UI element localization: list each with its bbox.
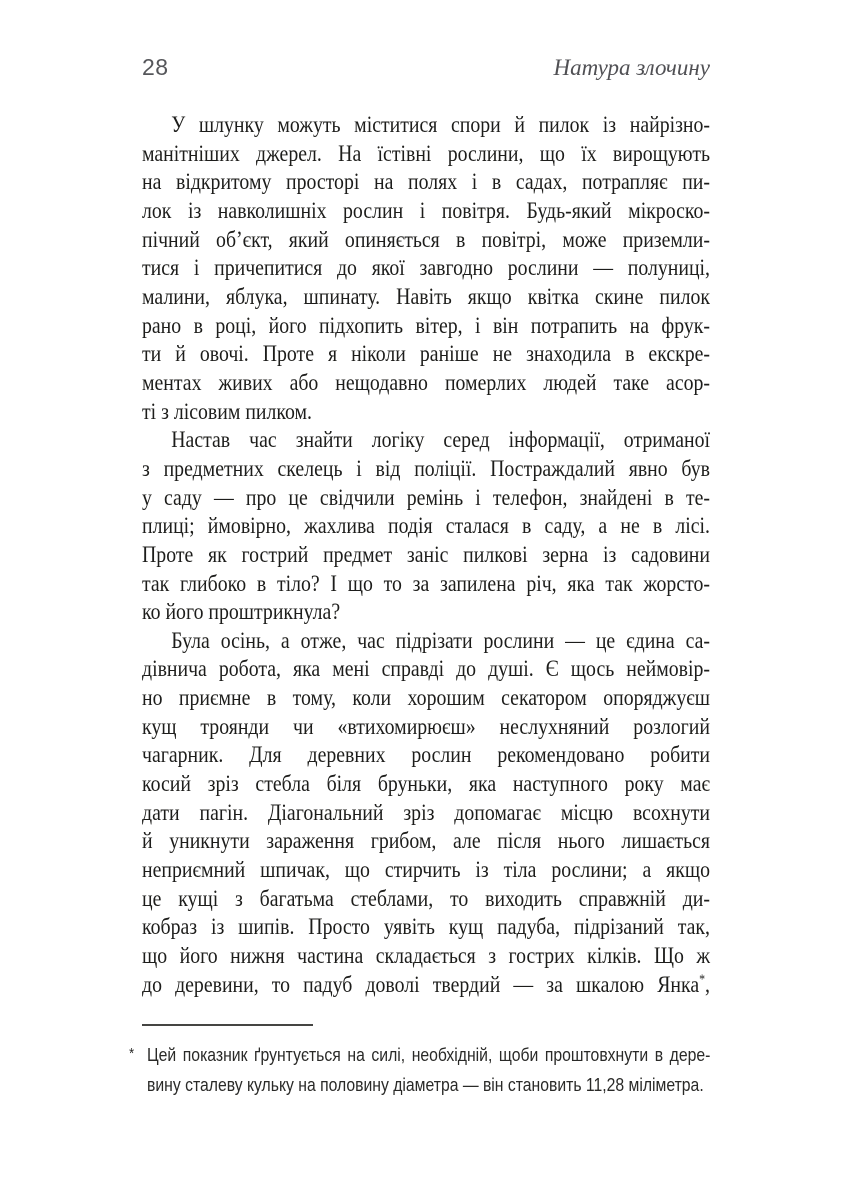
text-line: ментах живих або нещодавно померлих людей таке асор-	[142, 369, 710, 395]
body-text-block	[142, 111, 710, 999]
text-line: що його нижня частина складається з гострих кілків. Що ж	[142, 943, 710, 969]
text-line: малини, яблука, шпинату. Навіть якщо квітка скине пилок	[142, 283, 710, 309]
text-line: з предметних скелець і від поліції. Постраждалий явно був	[142, 455, 710, 481]
footnote-divider	[142, 1024, 313, 1026]
text-line: Настав час знайти логіку серед інформації, отриманої	[171, 427, 710, 453]
text-line: дівнича робота, яка мені справді до душі. Є щось неймовір-	[142, 656, 710, 682]
text-line: кущ троянди чи «втихомирюєш» неслухняний розлогий	[142, 713, 710, 739]
text-line: лок із навколишніх рослин і повітря. Будь-який мікроско-	[142, 197, 710, 223]
text-line: на відкритому просторі на полях і в садах, потрапляє пи-	[142, 169, 710, 195]
text-line: ти й овочі. Проте я ніколи раніше не знаходила в екскре-	[142, 341, 710, 367]
text-line: це кущі з багатьма стеблами, то виходить справжній ди-	[142, 885, 710, 911]
text-line: у саду — про це свідчили ремінь і телефон, знайдені в те-	[142, 484, 710, 510]
running-title: Натура злочину	[553, 55, 710, 80]
footnote-marker: *	[129, 1045, 135, 1062]
text-line: до деревини, то падуб доволі твердий — за шкалою Янка*,	[142, 971, 710, 997]
text-line: тися і причепитися до якої завгодно рослини — полуниці,	[142, 255, 710, 281]
text-line: плиці; ймовірно, жахлива подія сталася в саду, а не в лісі.	[142, 513, 710, 539]
text-line: неприємний шпичак, що стирчить із тіла рослини; а якщо	[142, 857, 710, 883]
text-line: рано в році, його підхопить вітер, і він потрапить на фрук-	[142, 312, 710, 338]
text-line: манітніших джерел. На їстівні рослини, що їх вирощують	[142, 140, 710, 166]
text-line: пічний об’єкт, який опиняється в повітрі, може приземли-	[142, 226, 710, 252]
text-line: так глибоко в тіло? І що то за запилена річ, яка так жорсто-	[142, 570, 710, 596]
footnote-ref-asterisk: *	[699, 971, 706, 987]
footnote	[129, 1040, 711, 1100]
text-line: Була осінь, а отже, час підрізати рослини — це єдина са-	[171, 627, 710, 653]
text-line: кобраз із шипів. Просто уявіть кущ падуба, підрізаний так,	[142, 914, 710, 940]
text-line: ко його проштрикнула?	[142, 599, 341, 625]
running-header	[142, 54, 710, 81]
text-line: косий зріз стебла біля бруньки, яка наступного року має	[142, 771, 710, 797]
text-line: но приємне в тому, коли хорошим секатором опоряджуєш	[142, 685, 710, 711]
footnote-line: Цей показник ґрунтується на силі, необхідній, щоби проштовхнути в дере-	[147, 1044, 711, 1065]
text-line: Проте як гострий предмет заніс пилкові зерна із садовини	[142, 541, 710, 567]
page-number: 28	[142, 54, 169, 80]
footnote-line: вину сталеву кульку на половину діаметра — він становить 11,28 міліметра.	[147, 1074, 704, 1095]
text-line: У шлунку можуть міститися спори й пилок із найрізно-	[171, 112, 710, 137]
text-line: дати пагін. Діагональний зріз допомагає місцю всохнути	[142, 799, 710, 825]
text-line: й уникнути зараження грибом, але після нього лишається	[142, 828, 710, 854]
text-line: чагарник. Для деревних рослин рекомендовано робити	[142, 742, 710, 768]
text-line: ті з лісовим пилком.	[142, 398, 313, 424]
